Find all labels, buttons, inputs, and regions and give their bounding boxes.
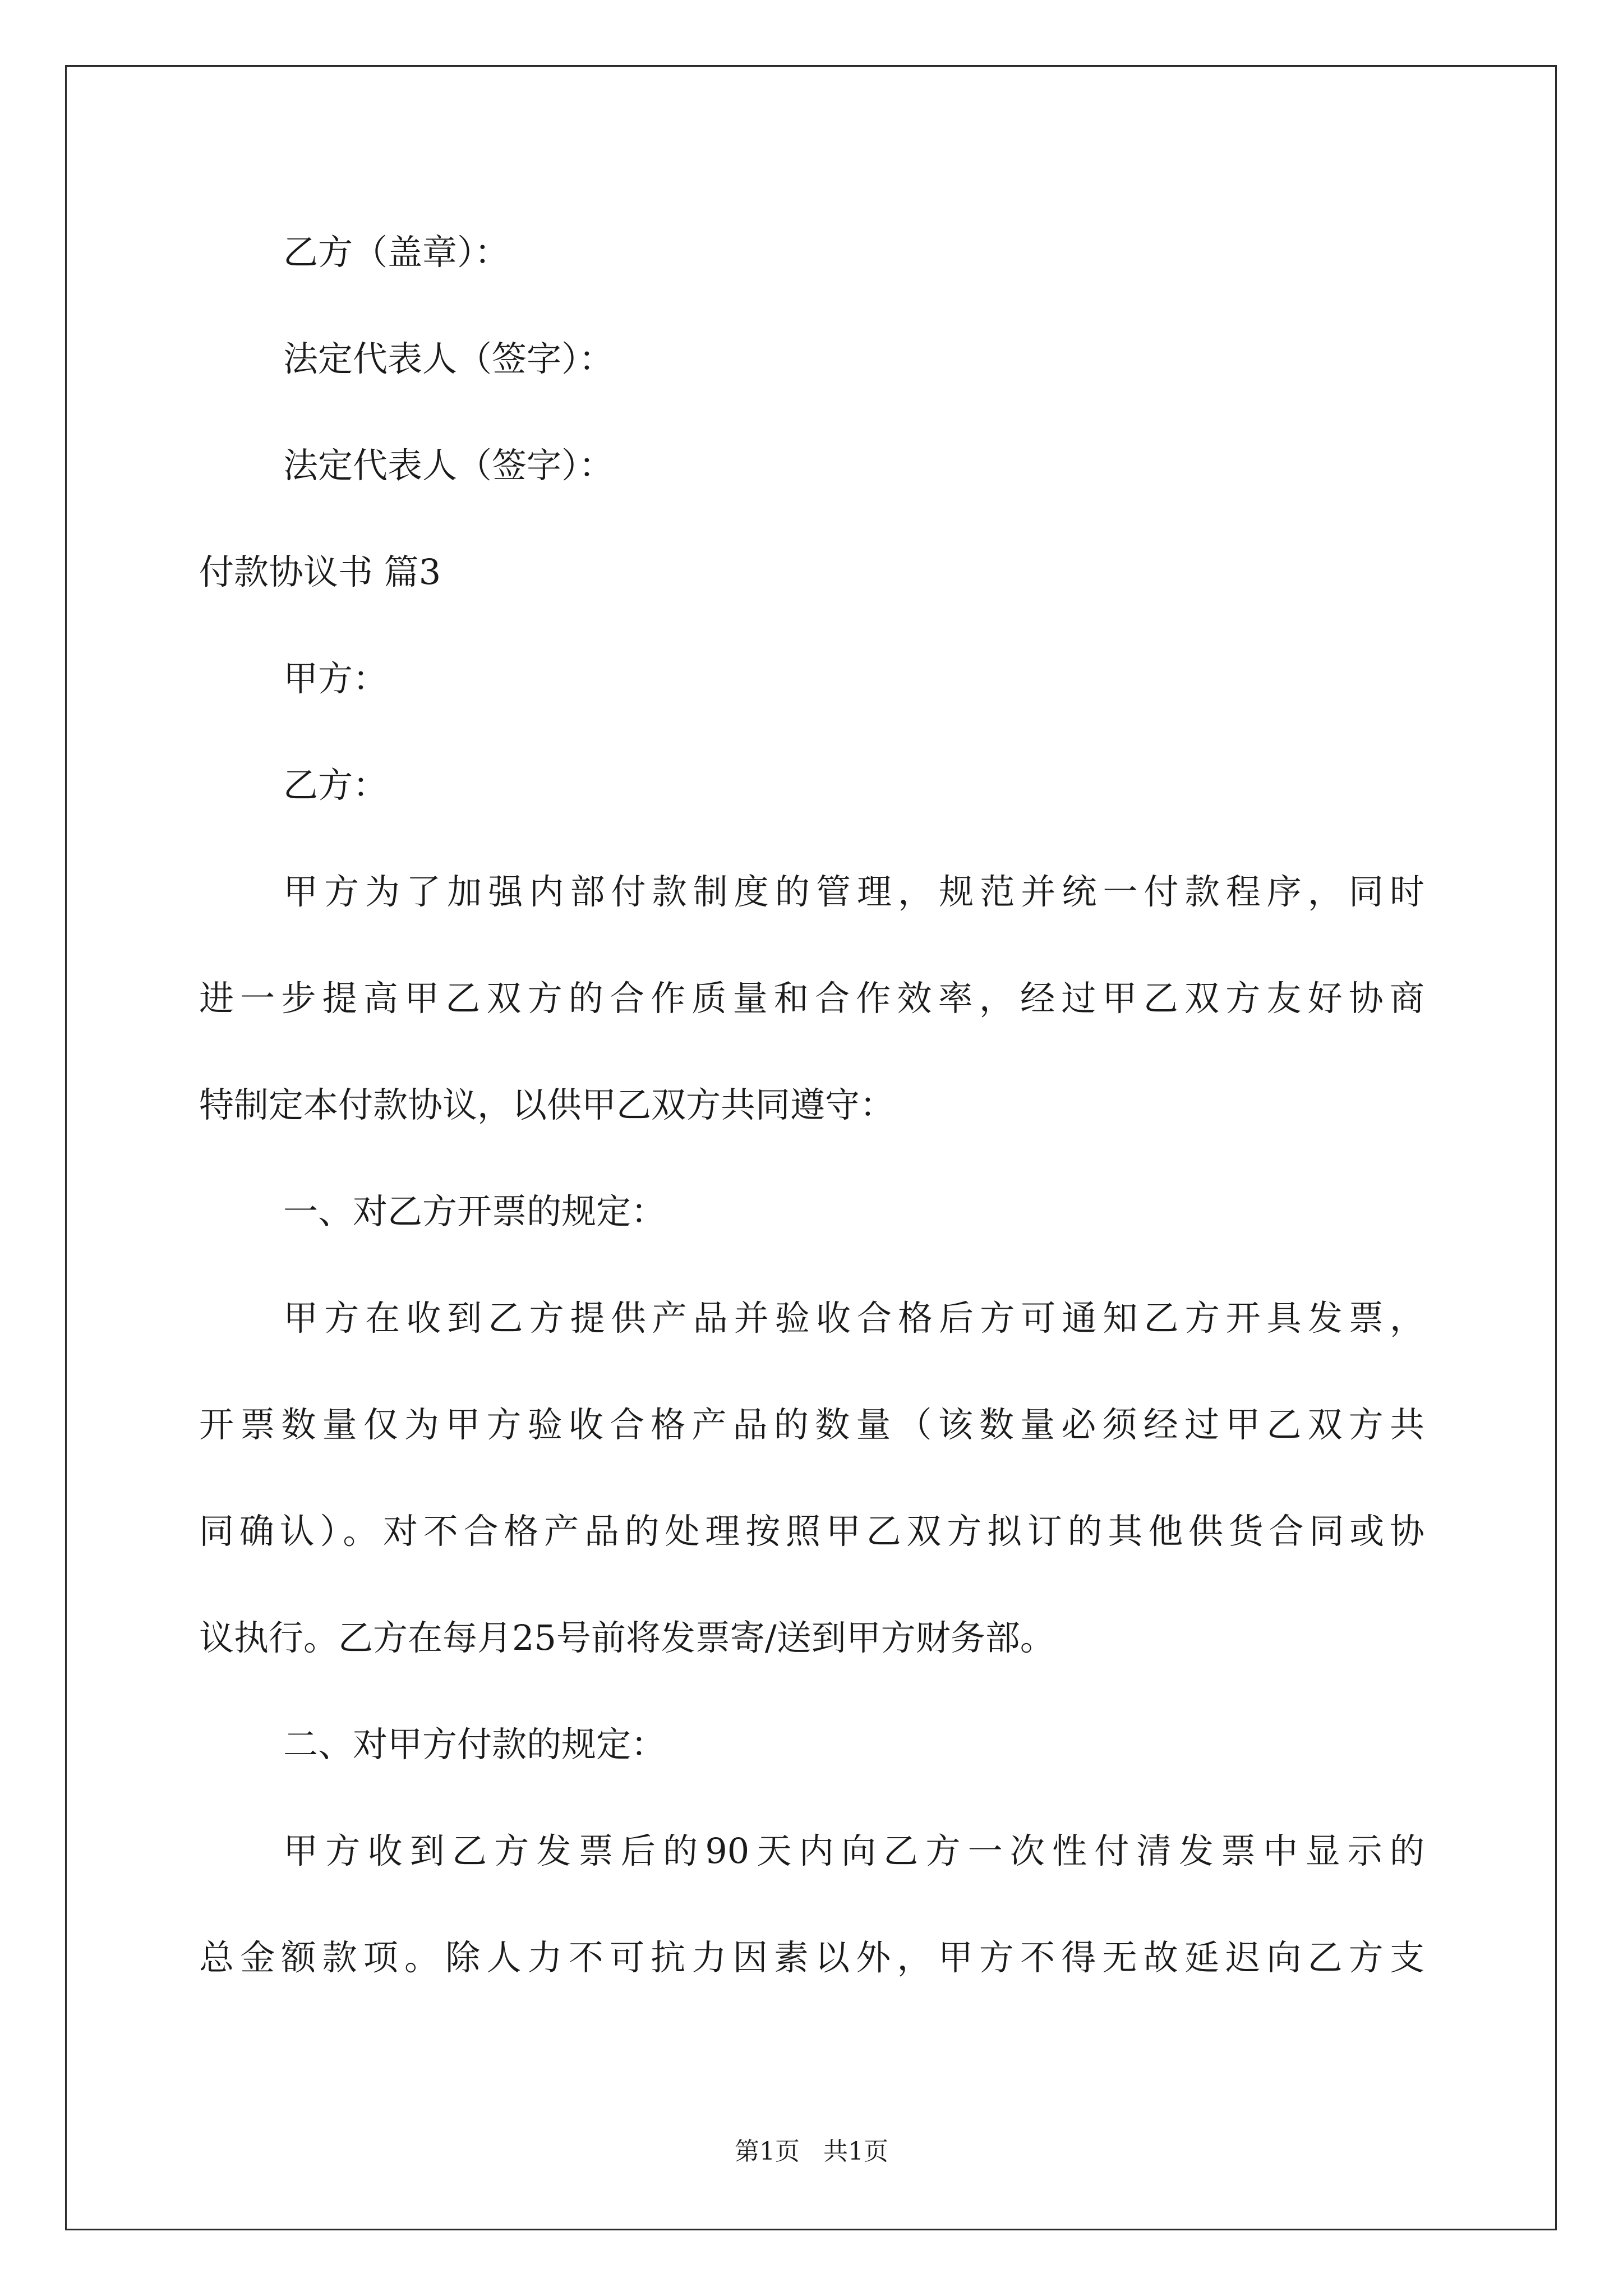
paragraph-intro-line-3: 特制定本付款协议，以供甲乙双方共同遵守： bbox=[199, 1084, 895, 1125]
clause-1-line-3: 同确认）。对不合格产品的处理按照甲乙双方拟订的其他供货合同或协 bbox=[199, 1511, 1424, 1552]
paragraph-intro-line-2: 进一步提高甲乙双方的合作质量和合作效率，经过甲乙双方友好协商 bbox=[199, 978, 1424, 1019]
section-heading-3: 付款协议书 篇3 bbox=[199, 551, 441, 592]
party-a-line: 甲方： bbox=[283, 658, 388, 699]
page-footer: 第1页 共1页 bbox=[735, 2137, 888, 2166]
legal-rep-sign-line-2: 法定代表人（签字）： bbox=[283, 445, 614, 486]
legal-rep-sign-line-1: 法定代表人（签字）： bbox=[283, 338, 614, 379]
clause-1-line-2: 开票数量仅为甲方验收合格产品的数量（该数量必须经过甲乙双方共 bbox=[199, 1404, 1424, 1445]
party-b-line: 乙方： bbox=[283, 765, 388, 806]
party-b-seal-line: 乙方（盖章）： bbox=[283, 232, 510, 273]
page-border bbox=[65, 65, 1557, 2230]
paragraph-intro-line-1: 甲方为了加强内部付款制度的管理，规范并统一付款程序，同时 bbox=[283, 871, 1424, 912]
clause-1-line-1: 甲方在收到乙方提供产品并验收合格后方可通知乙方开具发票， bbox=[283, 1297, 1424, 1338]
clause-1-line-4: 议执行。乙方在每月25号前将发票寄/送到甲方财务部。 bbox=[199, 1617, 1055, 1658]
clause-1-heading: 一、对乙方开票的规定： bbox=[283, 1191, 666, 1232]
clause-2-line-1: 甲方收到乙方发票后的90天内向乙方一次性付清发票中显示的 bbox=[283, 1830, 1424, 1871]
clause-2-line-2: 总金额款项。除人力不可抗力因素以外，甲方不得无故延迟向乙方支 bbox=[199, 1937, 1424, 1978]
clause-2-heading: 二、对甲方付款的规定： bbox=[283, 1724, 666, 1765]
